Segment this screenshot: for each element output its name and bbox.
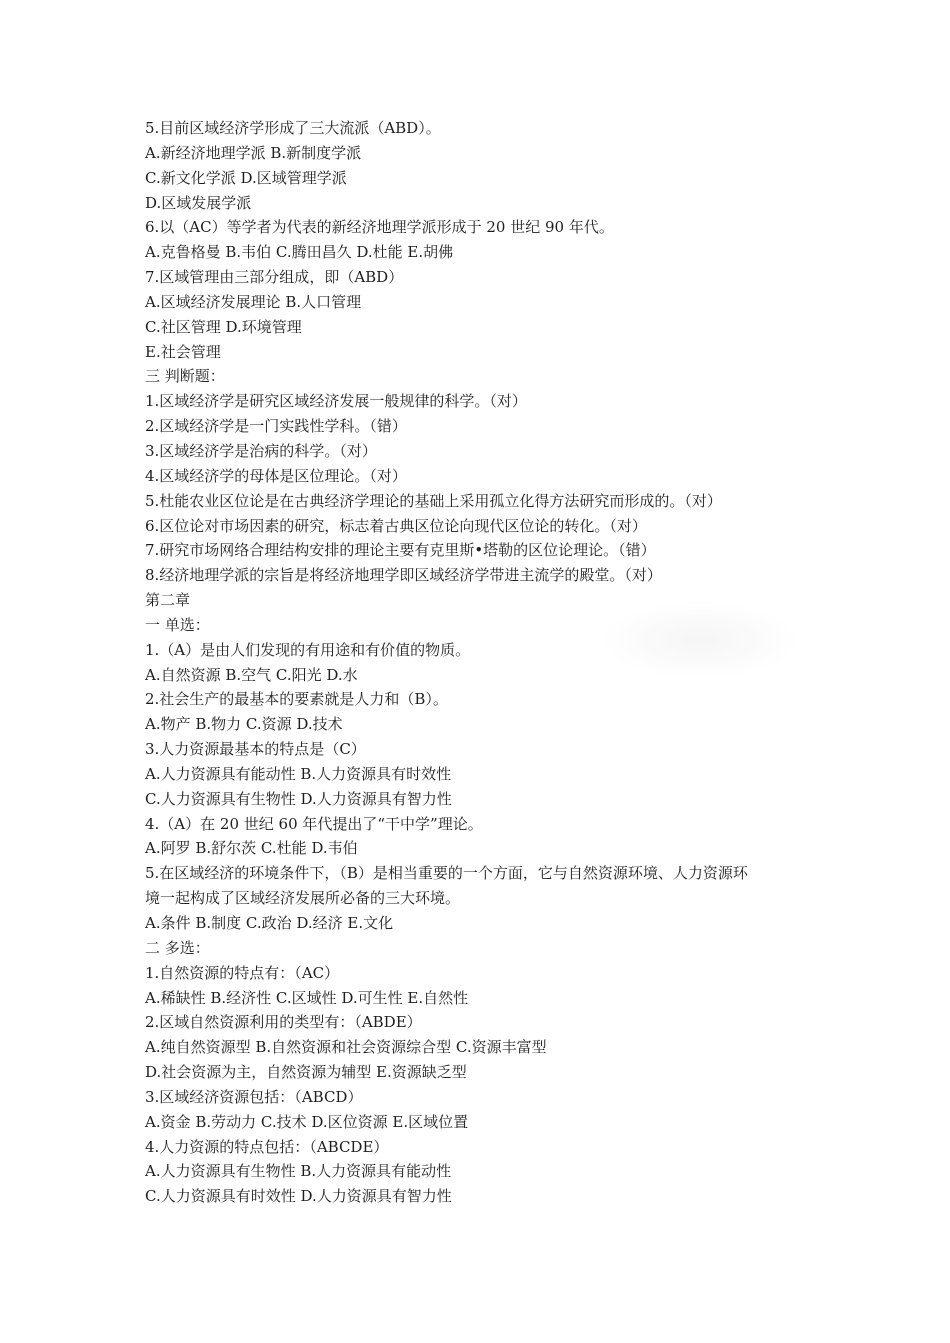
text-line: 2.区域自然资源利用的类型有：（ABDE）: [145, 1013, 422, 1032]
text-line: 8.经济地理学派的宗旨是将经济地理学即区域经济学带进主流学的殿堂。（对）: [145, 566, 662, 585]
text-line: A.物产 B.物力 C.资源 D.技术: [145, 715, 343, 734]
text-line: 2.区域经济学是一门实践性学科。（错）: [145, 417, 407, 436]
text-line: 3.区域经济学是治病的科学。（对）: [145, 441, 377, 460]
text-line: A.条件 B.制度 C.政治 D.经济 E.文化: [145, 914, 394, 932]
text-line: 1.自然资源的特点有：（AC）: [145, 963, 340, 982]
text-line: 7.区域管理由三部分组成，即（ABD）: [145, 268, 404, 287]
text-line: 2.社会生产的最基本的要素就是人力和（B）。: [145, 690, 448, 709]
document-body: [145, 116, 825, 1209]
text-line: A.稀缺性 B.经济性 C.区域性 D.可生性 E.自然性: [145, 988, 469, 1007]
text-line: 4.（A）在 20 世纪 60 年代提出了“干中学”理论。: [145, 814, 483, 833]
text-line: A.人力资源具有能动性 B.人力资源具有时效性: [145, 764, 452, 783]
text-line: 5.目前区域经济学形成了三大流派（ABD）。: [145, 119, 441, 137]
text-line: 5.杜能农业区位论是在古典经济学理论的基础上采用孤立化得方法研究而形成的。（对）: [145, 491, 722, 510]
text-line: 1.区域经济学是研究区域经济发展一般规律的科学。（对）: [145, 392, 527, 411]
text-line: 4.人力资源的特点包括：（ABCDE）: [145, 1137, 389, 1156]
text-line: A.人力资源具有生物性 B.人力资源具有能动性: [145, 1162, 452, 1181]
text-line: 6.区位论对市场因素的研究，标志着古典区位论向现代区位论的转化。（对）: [145, 516, 647, 535]
text-line: A.阿罗 B.舒尔茨 C.杜能 D.韦伯: [145, 839, 358, 858]
text-line: 1.（A）是由人们发现的有用途和有价值的物质。: [145, 640, 471, 659]
text-line: 7.研究市场网络合理结构安排的理论主要有克里斯•塔勒的区位论理论。（错）: [145, 541, 656, 560]
text-line: 4.区域经济学的母体是区位理论。（对）: [145, 466, 407, 485]
text-line: C.人力资源具有生物性 D.人力资源具有智力性: [145, 789, 452, 808]
text-line: 3.人力资源最基本的特点是（C）: [145, 740, 366, 759]
text-line: A.自然资源 B.空气 C.阳光 D.水: [145, 665, 358, 684]
text-line: E.社会管理: [145, 342, 221, 361]
text-line: D.社会资源为主，自然资源为辅型 E.资源缺乏型: [145, 1063, 467, 1082]
text-line: D.区域发展学派: [145, 193, 252, 212]
text-line: 境一起构成了区域经济发展所必备的三大环境。: [145, 889, 461, 908]
text-line: C.新文化学派 D.区域管理学派: [145, 168, 347, 187]
section-heading: 二 多选：: [145, 938, 210, 957]
text-line: A.纯自然资源型 B.自然资源和社会资源综合型 C.资源丰富型: [145, 1038, 547, 1057]
text-line: A.区域经济发展理论 B.人口管理: [145, 292, 362, 311]
section-heading: 一 单选：: [145, 615, 210, 634]
chapter-heading: 第二章: [145, 591, 191, 610]
text-line: A.克鲁格曼 B.韦伯 C.腾田昌久 D.杜能 E.胡佛: [145, 243, 454, 262]
text-line: 3.区域经济资源包括：（ABCD）: [145, 1087, 363, 1106]
section-heading: 三 判断题：: [145, 367, 225, 386]
text-line: 5.在区域经济的环境条件下，（B）是相当重要的一个方面，它与自然资源环境、人力资源环: [145, 864, 748, 883]
text-line: 6.以（AC）等学者为代表的新经济地理学派形成于 20 世纪 90 年代。: [145, 218, 614, 237]
text-line: A.新经济地理学派 B.新制度学派: [145, 143, 362, 162]
text-line: A.资金 B.劳动力 C.技术 D.区位资源 E.区域位置: [145, 1112, 469, 1131]
text-line: C.社区管理 D.环境管理: [145, 317, 302, 336]
text-line: C.人力资源具有时效性 D.人力资源具有智力性: [145, 1187, 452, 1206]
